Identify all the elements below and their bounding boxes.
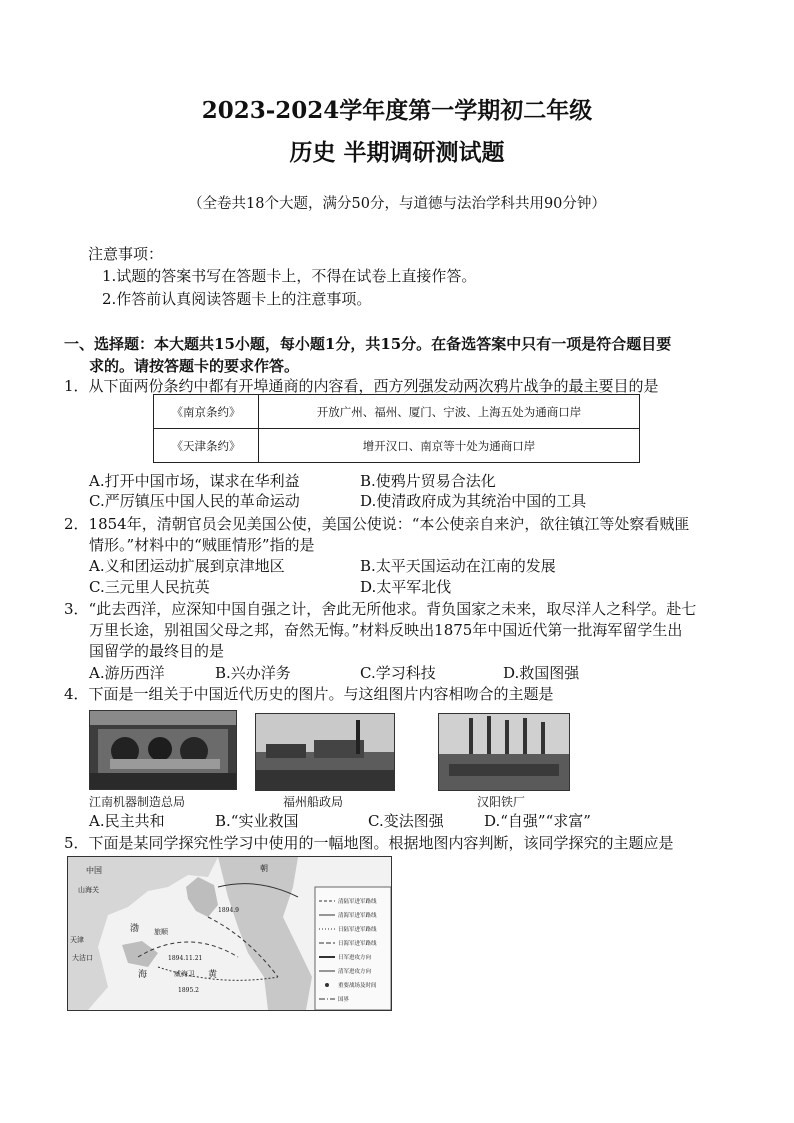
map-label: 渤 — [130, 924, 140, 934]
q1-option-a: A.打开中国市场，谋求在华利益 — [89, 472, 300, 490]
q3-stem-line2: 万里长途，别祖国父母之邦，奋然无悔。”材料反映出1875年中国近代第一批海军留学生出 — [89, 621, 683, 639]
map-label: 海 — [138, 970, 148, 980]
q3-option-a: A.游历西洋 — [89, 664, 165, 682]
treaty-name: 《天津条约》 — [154, 429, 259, 463]
map-label: 天津 — [70, 936, 84, 944]
photo-caption: 福州船政局 — [283, 795, 344, 809]
notes-heading: 注意事项： — [88, 245, 164, 263]
legend-item: 重要战场及时间 — [338, 983, 377, 989]
q3-option-c: C.学习科技 — [360, 664, 436, 682]
treaty-content: 开放广州、福州、厦门、宁波、上海五处为通商口岸 — [259, 395, 640, 429]
legend-item: 日军进攻方向 — [338, 955, 372, 961]
legend-item: 国界 — [338, 997, 350, 1003]
q2-option-a: A.义和团运动扩展到京津地区 — [89, 557, 285, 575]
q3-stem-line1: 3．“此去西洋，应深知中国自强之计，舍此无所他求。背负国家之未来，取尽洋人之科学。赴七 — [64, 600, 697, 618]
map-label: 黄 — [208, 970, 218, 980]
section1-heading-line2: 求的。请按答题卡的要求作答。 — [89, 357, 300, 375]
legend-item: 清陆军进军路线 — [338, 899, 377, 905]
photo-caption: 江南机器制造总局 — [89, 795, 186, 809]
fuzhou-shipyard-photo — [255, 713, 395, 791]
q1-option-b: B.使鸦片贸易合法化 — [360, 472, 496, 490]
map-label: 1894.11.21 — [168, 955, 203, 962]
note-item-2: 2.作答前认真阅读答题卡上的注意事项。 — [102, 290, 372, 308]
legend-item: 清海军进军路线 — [338, 913, 377, 919]
note-item-1: 1.试题的答案书写在答题卡上，不得在试卷上直接作答。 — [102, 267, 477, 285]
q5-stem: 5．下面是某同学探究性学习中使用的一幅地图。根据地图内容判断，该同学探究的主题应是 — [64, 834, 674, 852]
map-label: 中国 — [86, 866, 102, 875]
q4-option-a: A.民主共和 — [89, 812, 165, 830]
map-label: 1894.9 — [218, 907, 239, 914]
q2-option-b: B.太平天国运动在江南的发展 — [360, 557, 556, 575]
treaty-name: 《南京条约》 — [154, 395, 259, 429]
map-label: 朝 — [260, 864, 268, 873]
photo-caption: 汉阳铁厂 — [477, 795, 526, 809]
q1-option-c: C.严厉镇压中国人民的革命运动 — [89, 492, 300, 510]
q1-stem: 1．从下面两份条约中都有开埠通商的内容看，西方列强发动两次鸦片战争的最主要目的是 — [64, 377, 659, 395]
legend-item: 清军进攻方向 — [338, 969, 372, 975]
exam-title-line2: 历史 半期调研测试题 — [289, 139, 505, 166]
war-map — [67, 856, 392, 1011]
exam-subtitle: （全卷共18个大题，满分50分，与道德与法治学科共用90分钟） — [188, 196, 606, 212]
q4-option-b: B.“实业救国 — [215, 812, 299, 830]
map-label: 1895.2 — [178, 987, 199, 994]
treaty-content: 增开汉口、南京等十处为通商口岸 — [259, 429, 640, 463]
q1-option-d: D.使清政府成为其统治中国的工具 — [360, 492, 587, 510]
q3-stem-line3: 国留学的最终目的是 — [89, 642, 225, 660]
q4-option-d: D.“自强”“求富” — [484, 812, 591, 830]
legend-item: 日海军进军路线 — [338, 941, 377, 947]
table-row — [154, 429, 640, 463]
exam-title-line1: 2023-2024学年度第一学期初二年级 — [201, 97, 593, 124]
jiangnan-arsenal-photo — [89, 710, 237, 790]
q2-stem-line1: 2．1854年，清朝官员会见美国公使，美国公使说：“本公使亲自来沪，欲往镇江等处察看贼匪 — [64, 515, 690, 533]
treaty-table — [153, 394, 640, 463]
hanyang-ironworks-photo — [438, 713, 570, 791]
legend-item: 日陆军进军路线 — [338, 927, 377, 933]
map-label: 威海卫 — [174, 970, 195, 978]
map-label: 大沽口 — [72, 954, 93, 962]
table-row — [154, 395, 640, 429]
q2-option-d: D.太平军北伐 — [360, 578, 452, 596]
map-label: 旅顺 — [154, 928, 168, 936]
q3-option-b: B.兴办洋务 — [215, 664, 291, 682]
q4-option-c: C.变法图强 — [368, 812, 444, 830]
section1-heading-line1: 一、选择题：本大题共15小题，每小题1分，共15分。在备选答案中只有一项是符合题目要 — [64, 335, 672, 353]
q2-option-c: C.三元里人民抗英 — [89, 578, 210, 596]
map-label: 山海关 — [78, 886, 99, 894]
q3-option-d: D.救国图强 — [503, 664, 580, 682]
q4-stem: 4．下面是一组关于中国近代历史的图片。与这组图片内容相吻合的主题是 — [64, 685, 554, 703]
q2-stem-line2: 情形。”材料中的“贼匪情形”指的是 — [89, 536, 315, 554]
